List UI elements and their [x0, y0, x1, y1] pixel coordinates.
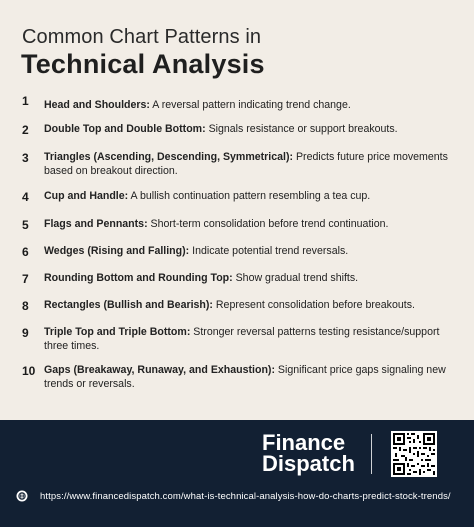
item-text — [44, 190, 370, 204]
item-desc: A reversal pattern indicating trend change. — [149, 99, 351, 111]
item-name: Wedges (Rising and Falling): — [44, 245, 190, 257]
list-item — [22, 123, 462, 151]
item-number: 10 — [22, 364, 36, 378]
item-desc: Indicate potential trend reversals. — [189, 245, 349, 257]
list-item — [22, 151, 462, 190]
item-desc: Short-term consolidation before trend continuation. — [147, 218, 389, 230]
footer-bar — [0, 420, 474, 527]
list-item — [22, 326, 462, 364]
list-item — [22, 272, 462, 299]
item-name: Double Top and Double Bottom: — [44, 123, 206, 135]
item-name: Gaps (Breakaway, Runaway, and Exhaustion): — [44, 364, 275, 376]
item-name: Rounding Bottom and Rounding Top: — [44, 272, 233, 284]
item-text — [44, 151, 462, 178]
item-number: 4 — [22, 190, 29, 204]
pattern-list — [22, 96, 462, 394]
brand-line-1: Finance — [262, 430, 346, 455]
item-desc: Predicts future price movements based on breakout direction. — [44, 151, 448, 177]
item-desc: Show gradual trend shifts. — [232, 272, 359, 284]
source-url-row — [16, 490, 451, 502]
item-desc: Represent consolidation before breakouts. — [212, 299, 415, 311]
list-item — [22, 190, 462, 218]
item-name: Head and Shoulders: — [44, 99, 150, 111]
title-line-1: Common Chart Patterns in — [22, 26, 262, 48]
item-number: 3 — [22, 151, 29, 165]
item-number: 5 — [22, 218, 29, 232]
item-number: 7 — [22, 272, 29, 286]
item-name: Triple Top and Triple Bottom: — [44, 326, 191, 338]
list-item — [22, 299, 462, 326]
item-number: 6 — [22, 245, 29, 259]
item-name: Rectangles (Bullish and Bearish): — [44, 299, 213, 311]
list-item — [22, 96, 462, 123]
list-item — [22, 218, 462, 245]
list-item — [22, 245, 462, 272]
item-name: Flags and Pennants: — [44, 218, 148, 230]
item-text — [44, 96, 351, 113]
item-desc: Significant price gaps signaling new trends or reversals. — [44, 364, 446, 390]
brand-logo — [262, 432, 355, 474]
item-text — [44, 299, 415, 313]
source-url-link[interactable]: https://www.financedispatch.com/what-is-technical-analysis-how-do-charts-predict-stock-trends/ — [40, 490, 451, 502]
item-name: Triangles (Ascending, Descending, Symmetrical): — [44, 151, 294, 163]
item-name: Cup and Handle: — [44, 190, 129, 202]
qr-code-icon — [391, 431, 437, 477]
footer-divider — [371, 434, 372, 474]
item-text — [44, 326, 462, 353]
item-number: 1 — [22, 94, 29, 108]
item-desc: Stronger reversal patterns testing resistance/support three times. — [44, 326, 440, 352]
item-text — [44, 123, 398, 137]
item-number: 2 — [22, 123, 29, 137]
item-desc: Signals resistance or support breakouts. — [205, 123, 398, 135]
item-desc: A bullish continuation pattern resembling a tea cup. — [128, 190, 371, 202]
list-item — [22, 364, 462, 394]
brand-line-2: Dispatch — [262, 451, 355, 476]
item-number: 8 — [22, 299, 29, 313]
item-text — [44, 218, 388, 232]
item-number: 9 — [22, 326, 29, 340]
title-line-2: Technical Analysis — [21, 49, 265, 79]
item-text — [44, 245, 348, 259]
globe-icon — [16, 490, 28, 502]
item-text — [44, 364, 462, 391]
item-text — [44, 272, 358, 286]
